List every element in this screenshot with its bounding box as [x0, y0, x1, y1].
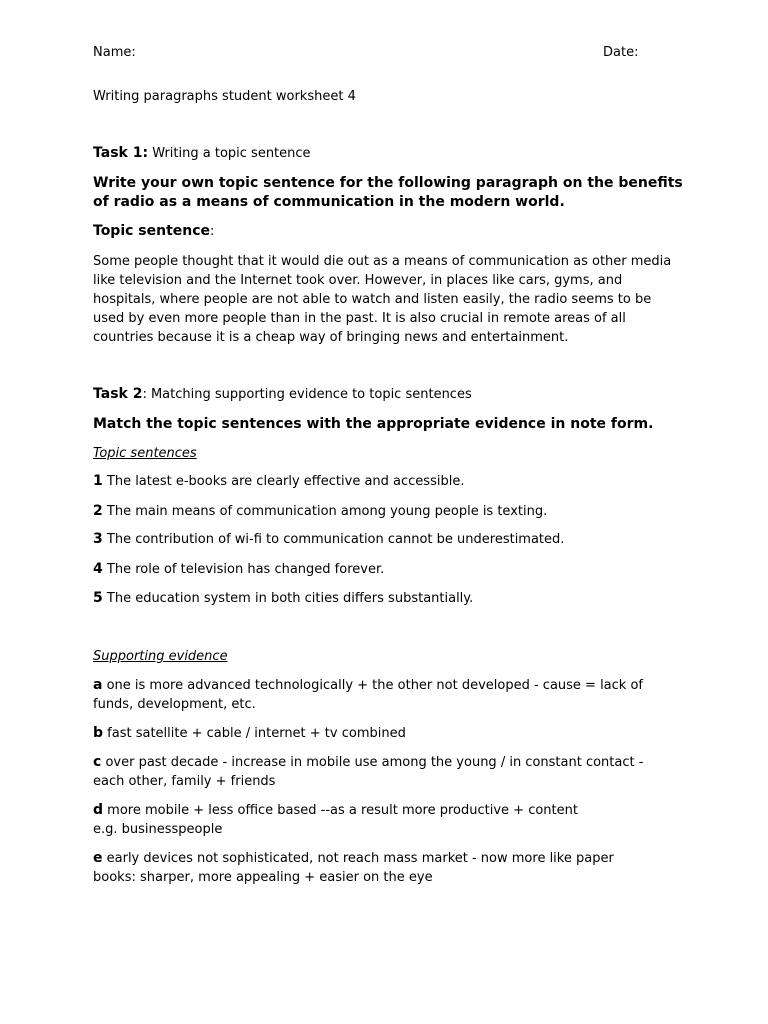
topic-text: The role of television has changed forever.: [102, 562, 385, 577]
evidence-letter: a: [93, 677, 103, 693]
topic-sentence-colon: :: [210, 224, 215, 239]
task2-title: : Matching supporting evidence to topic sentences: [142, 387, 472, 402]
evidence-text: fast satellite + cable / internet + tv combined: [103, 726, 406, 741]
task2-instruction: Match the topic sentences with the appropriate evidence in note form.: [93, 416, 654, 432]
task1-instruction: Write your own topic sentence for the following paragraph on the benefits of radio as a means of communication in the modern world.: [93, 175, 683, 210]
topic-sentence-label: Topic sentence: [93, 223, 211, 239]
topic-number: 5: [93, 590, 103, 606]
evidence-letter: e: [93, 850, 103, 866]
topic-sentence-item: [93, 589, 473, 608]
topic-text: The main means of communication among young people is texting.: [102, 504, 548, 519]
evidence-text: one is more advanced technologically + the other not developed - cause = lack of funds, development, etc.: [93, 678, 643, 712]
task2-label: Task 2: [93, 386, 143, 402]
evidence-item: [93, 849, 653, 887]
task1-heading: [93, 144, 311, 163]
topic-text: The contribution of wi-fi to communication cannot be underestimated.: [102, 532, 565, 547]
evidence-letter: c: [93, 754, 102, 770]
worksheet-title: Writing paragraphs student worksheet 4: [93, 89, 356, 104]
topic-number: 2: [93, 503, 103, 519]
topic-sentence-heading: [93, 222, 214, 241]
name-label: Name:: [93, 45, 136, 60]
topic-sentence-item: [93, 472, 464, 491]
topic-sentence-item: [93, 560, 384, 579]
task1-label: Task 1:: [93, 145, 149, 161]
date-label: Date:: [603, 45, 639, 60]
task2-heading: [93, 385, 472, 404]
supporting-evidence-heading: Supporting evidence: [93, 649, 228, 664]
topic-sentence-item: [93, 530, 564, 549]
task1-title: Writing a topic sentence: [148, 146, 311, 161]
topic-number: 1: [93, 473, 103, 489]
evidence-text: more mobile + less office based --as a result more productive + content e.g. businesspeople: [93, 803, 578, 837]
evidence-letter: d: [93, 802, 104, 818]
evidence-text: over past decade - increase in mobile use among the young / in constant contact - each other, family + friends: [93, 755, 644, 789]
topic-text: The education system in both cities differs substantially.: [102, 591, 474, 606]
evidence-item: [93, 801, 593, 839]
evidence-letter: b: [93, 725, 104, 741]
topic-sentence-item: [93, 502, 547, 521]
radio-paragraph: Some people thought that it would die out as a means of communication as other media like television and the Internet took over. However, in places like cars, gyms, and hospitals, where people are not able to watch and listen easily, the radio seems to be used by even more people than in the past. It is also crucial in remote areas of all countries because it is a cheap way of bringing news and entertainment.: [93, 254, 672, 345]
topic-number: 4: [93, 561, 103, 577]
topic-text: The latest e-books are clearly effective and accessible.: [102, 474, 465, 489]
evidence-item: [93, 753, 668, 791]
evidence-item: [93, 724, 668, 743]
evidence-text: early devices not sophisticated, not reach mass market - now more like paper books: sharper, more appealing + easier on the eye: [93, 851, 614, 885]
topic-sentences-heading: Topic sentences: [93, 446, 197, 461]
evidence-item: [93, 676, 668, 714]
topic-number: 3: [93, 531, 103, 547]
